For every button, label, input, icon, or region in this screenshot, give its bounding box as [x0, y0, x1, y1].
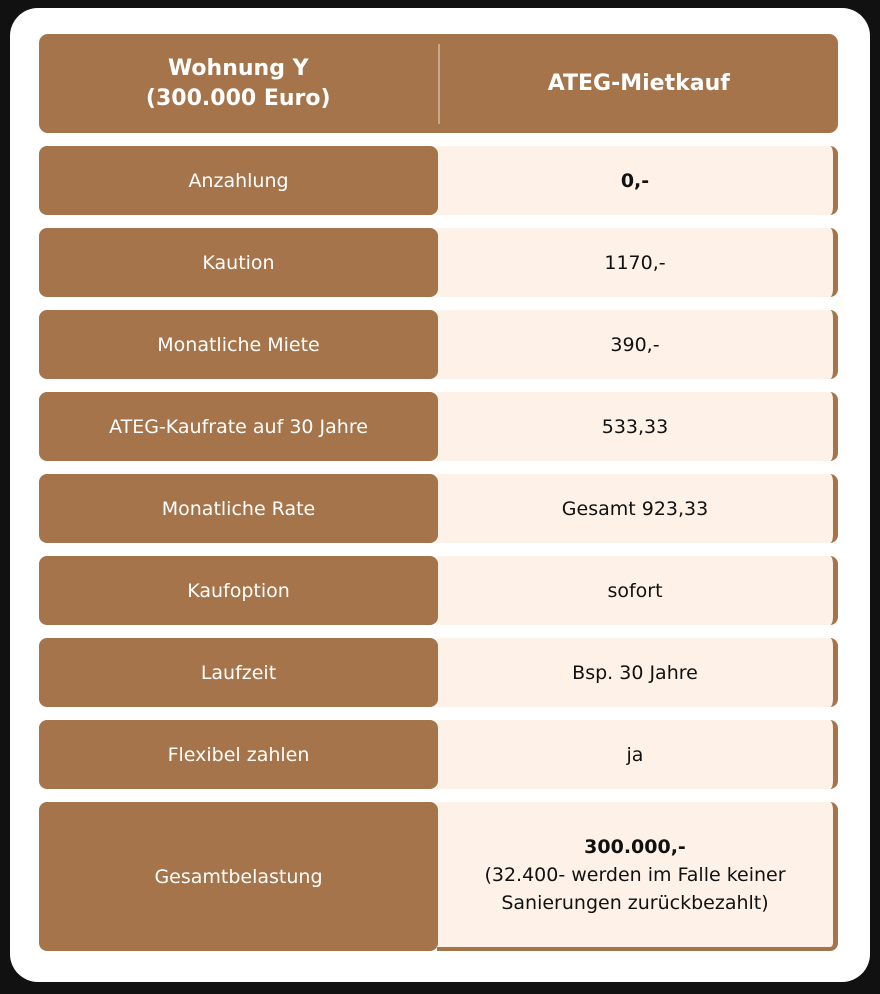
table-row [39, 720, 838, 789]
table-row [39, 392, 838, 461]
row-label: Gesamtbelastung [39, 802, 438, 951]
row-value: 533,33 [437, 392, 838, 461]
row-value: sofort [437, 556, 838, 625]
row-value: 1170,- [437, 228, 838, 297]
row-label: Laufzeit [39, 638, 438, 707]
row-value [437, 802, 838, 951]
row-value: Gesamt 923,33 [437, 474, 838, 543]
row-value: ja [437, 720, 838, 789]
table-header [39, 34, 838, 133]
row-label: ATEG-Kaufrate auf 30 Jahre [39, 392, 438, 461]
table-row [39, 474, 838, 543]
row-label: Monatliche Miete [39, 310, 438, 379]
total-note-line1: (32.400- werden im Falle keiner [484, 863, 786, 886]
row-label: Flexibel zahlen [39, 720, 438, 789]
total-note-line2: Sanierungen zurückbezahlt) [501, 891, 769, 914]
table-row [39, 802, 838, 951]
table-row [39, 146, 838, 215]
row-label: Kaution [39, 228, 438, 297]
row-label: Monatliche Rate [39, 474, 438, 543]
property-name: Wohnung Y [167, 55, 309, 81]
header-property [39, 54, 438, 114]
table-row [39, 556, 838, 625]
total-amount: 300.000,- [584, 835, 686, 858]
row-value: Bsp. 30 Jahre [437, 638, 838, 707]
table-row [39, 638, 838, 707]
property-price: (300.000 Euro) [145, 85, 331, 111]
row-value: 390,- [437, 310, 838, 379]
row-value: 0,- [437, 146, 838, 215]
row-label: Anzahlung [39, 146, 438, 215]
table-row [39, 310, 838, 379]
row-label: Kaufoption [39, 556, 438, 625]
table-row [39, 228, 838, 297]
header-plan: ATEG-Mietkauf [547, 70, 730, 96]
